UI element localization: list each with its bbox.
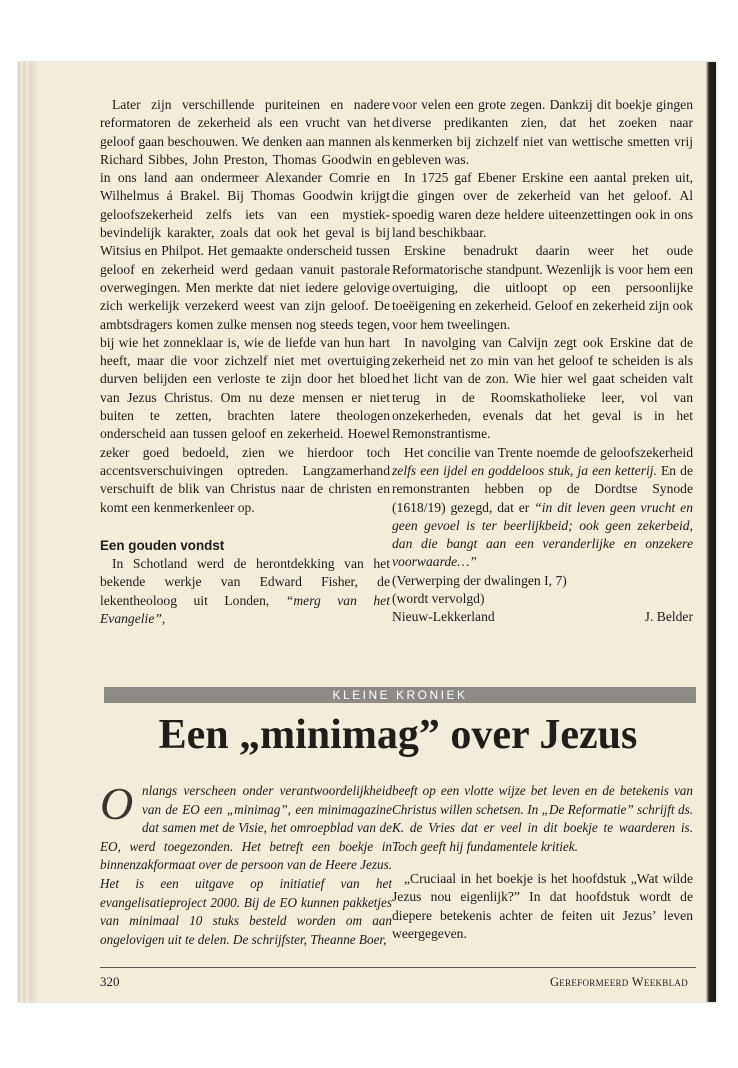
page-number: 320 bbox=[100, 974, 120, 989]
article2-body-right bbox=[392, 870, 693, 943]
article1-left-column bbox=[100, 96, 390, 628]
article1-signature bbox=[392, 608, 693, 626]
article1-right-column bbox=[392, 96, 693, 627]
article2-headline: Een „minimag” over Jezus bbox=[158, 712, 638, 758]
drop-cap: O bbox=[100, 778, 134, 829]
article1-continued: (wordt vervolgd) bbox=[392, 591, 485, 607]
article1-paragraph bbox=[392, 444, 693, 572]
article1-subheading: Een gouden vondst bbox=[100, 537, 225, 553]
article1-paragraph: In 1725 gaf Ebener Erskine een aantal preken uit, die gingen over de zekerheid van het geloof. Al spoedig waren deze heldere uiteenzettingen ook in ons land beschikbaar. bbox=[392, 170, 693, 241]
article1-paragraph: Erskine benadrukt daarin weer het oude Reformatorische standpunt. Wezenlijk is voor hem een overtuiging, die uitloopt op een persoonlijke toeëigening en zekerheid. Geloof en zekerheid zijn ook voor hem tweelingen. bbox=[392, 243, 693, 332]
article1-paragraph: Later zijn verschillende puriteinen en nadere reformatoren de zekerheid als een vrucht van het geloof gaan beschouwen. We denken aan mannen als Richard Sibbes, John Preston, Thomas Goodwin en in ons land aan ondermeer Alexander Comrie en Wilhelmus á Brakel. Bij Thomas Goodwin krijgt geloofszekerheid zelfs iets van een mystiek-bevindelijk karakter, zoals dat ook het geval is bij Witsius en Philpot. Het gemaakte onderscheid tussen geloof en zekerheid werd gedaan vanuit pastorale overwegingen. Men merkte dat niet iedere gelovige zich werkelijk verzekerd weest van zijn geloof. De ambtsdragers komen zulke mensen nog steeds tegen, bij wie het zonneklaar is, wie de liefde van hun hart heeft, maar die voor zichzelf niet met overtuiging durven belijden een verloste te zijn door het bloed van Jezus Christus. Om nu deze mensen er niet buiten te zetten, brachten latere theologen onderscheid aan tussen geloof en zekerheid. Hoewel zeker goed bedoeld, zien we hierdoor toch accentsverschuivingen optreden. Langzamerhand verschuift de blik van Christus naar de christen en komt een kenmerkenleer op. bbox=[100, 97, 390, 515]
article1-italic-quote: “in dit leven geen vrucht en geen gevoel is ter beerlijkbeid; ook geen zekerbeid, dan die bangt aan een veranderlijke en onzekere voorwaarde…” bbox=[392, 499, 693, 570]
article2-paragraph: „Cruciaal in het boekje is het hoofdstuk „Wat wilde Jezus nou eigenlijk?” In dat hoofdstuk wordt de diepere betekenis achter de feiten uit Jezus’ leven weergegeven. bbox=[392, 871, 693, 941]
article1-author: J. Belder bbox=[644, 609, 693, 625]
article2-intro-left bbox=[100, 778, 392, 949]
footer-rule bbox=[100, 967, 696, 968]
article1-text: Het concilie van Trente noemde de geloofszekerheid bbox=[404, 444, 693, 460]
article1-quote: “merg van het Evangelie”, bbox=[100, 592, 390, 627]
page-edge-right bbox=[706, 62, 716, 1002]
article1-italic-quote: zelfs een ijdel en goddeloos stuk, ja een ketterij. bbox=[392, 462, 657, 478]
article1-paragraph bbox=[100, 555, 390, 628]
article2-intro-right: beeft op een vlotte wijze bet leven en de betekenis van Christus willen schetsen. In „De Reformatie” schrijft ds. K. de Vries dat er veel in dit boekje te waarderen is. Toch geeft hij fundamentele kritiek. bbox=[392, 783, 693, 854]
page-edge-left bbox=[18, 62, 40, 1002]
publication-name: Gereformeerd Weekblad bbox=[549, 975, 688, 989]
article1-text: In Schotland werd de herontdekking van het bekende werkje van Edward Fisher, de lekentheoloog uit Londen, bbox=[100, 556, 390, 608]
article1-paragraph: In navolging van Calvijn zegt ook Erskine dat de zekerheid net zo min van het geloof te scheiden is als het licht van de zon. Wie hier wel gaat scheiden valt terug in de Roomskatholieke leer, vol van onzekerheden, evenals dat het geval is in het Remonstrantisme. bbox=[392, 334, 693, 442]
section-banner: KLEINE KRONIEK bbox=[104, 687, 696, 703]
article2-intro-text: nlangs verscheen onder verantwoordelijkheid van de EO een „minimag”, een minimagazine dat samen met de Visie, het omroepblad van de EO, werd toegezonden. Het betreft een boekje in binnenzakformaat over de persoon van de Heere Jezus. Het is een uitgave op initiatief van het evangelisatieproject 2000. Bij de EO kunnen pakketjes van minimaal 10 stuks besteld worden om aan ongelovigen uit te delen. De schrijfster, Theanne Boer, bbox=[100, 783, 392, 947]
article1-place: Nieuw-Lekkerland bbox=[392, 609, 495, 625]
article1-citation: (Verwerping der dwalingen I, 7) bbox=[392, 572, 567, 588]
magazine-page bbox=[18, 62, 716, 1002]
article1-text: En de remonstranten hebben op de Dordtse Synode (1618/19) gezegd, dat er bbox=[392, 462, 693, 515]
article1-paragraph: voor velen een grote zegen. Dankzij dit boekje gingen diverse predikanten zien, dat het zoeken naar kenmerken bij zichzelf niet van wettische smetten vrij gebleven was. bbox=[392, 97, 693, 167]
